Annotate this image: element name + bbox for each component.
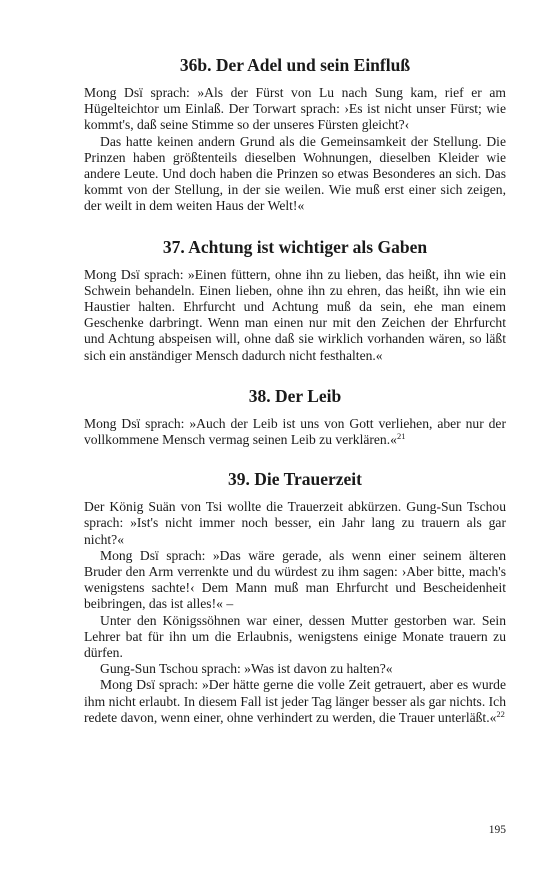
- section-36b: [84, 54, 506, 215]
- paragraph-text: Mong Dsï sprach: »Der hätte gerne die volle Zeit getrauert, aber es wurde ihm nicht erlaubt. In diesem Fall ist jeder Tag länger besser als gar nichts. Ich redete davon, wenn einer, ohne verhindert zu werden, die Trauer unterläßt.«: [84, 677, 506, 725]
- paragraph: Mong Dsï sprach: »Einen füttern, ohne ihn zu lieben, das heißt, ihn wie ein Schwein behandeln. Einen lieben, ohne ihn zu ehren, das heißt, ihn wie ein Haustier halten. Ehrfurcht und Achtung muß da sein, ehe man einem Geschenke darbringt. Wenn man einen nur mit den Zeichen der Ehrfurcht und Achtung abspeisen will, ohne daß sie wirklich vorhanden wären, so läßt sich ein anständiger Mensch dadurch nicht festhalten.«: [84, 266, 506, 363]
- paragraph: Der König Suän von Tsi wollte die Trauerzeit abkürzen. Gung-Sun Tschou sprach: »Ist's nicht immer noch besser, ein Jahr lang zu trauern als gar nicht?«: [84, 499, 506, 547]
- paragraph: Gung-Sun Tschou sprach: »Was ist davon zu halten?«: [100, 661, 393, 677]
- footnote-marker[interactable]: 21: [396, 431, 406, 442]
- section-38: [84, 385, 506, 448]
- section-heading: 38. Der Leib: [248, 385, 342, 406]
- paragraph: Mong Dsï sprach: »Das wäre gerade, als wenn einer seinem älteren Bruder den Arm verrenkte und du würdest zu ihm sagen: ›Aber bitte, mach's wenigstens sachte!‹ Dem Mann muß man Ehrfurcht und Bescheidenheit beibringen, das ist alles!« –: [84, 547, 506, 612]
- page-number: 195: [488, 824, 506, 836]
- paragraph-text: Mong Dsï sprach: »Auch der Leib ist uns von Gott verliehen, aber nur der vollkommene Mensch vermag seinen Leib zu verklären.«: [84, 415, 506, 448]
- section-37: [84, 236, 506, 364]
- section-39: [84, 468, 506, 726]
- paragraph: Mong Dsï sprach: »Als der Fürst von Lu nach Sung kam, rief er am Hügelteichtor um Einlaß. Der Torwart sprach: ›Es ist nicht unser Fürst; wie kommt's, daß seine Stimme so der unseres Fürsten gleicht?‹: [84, 85, 506, 133]
- page-body: [84, 54, 506, 747]
- paragraph: [84, 677, 506, 726]
- paragraph: [84, 416, 506, 448]
- footnote-marker[interactable]: 22: [496, 708, 505, 719]
- section-heading: 39. Die Trauerzeit: [228, 469, 362, 490]
- section-heading: 36b. Der Adel und sein Einfluß: [179, 55, 411, 75]
- section-heading: 37. Achtung ist wichtiger als Gaben: [162, 236, 428, 257]
- paragraph: Das hatte keinen andern Grund als die Gemeinsamkeit der Stellung. Die Prinzen haben größtenteils dieselben Wohnungen, dieselben Kleider wie andere Leute. Und doch haben die Prinzen so etwas Besonderes an sich. Das kommt von der Stellung, in der sie weilen. Wie muß erst einer sich zeigen, der weilt in dem weiten Haus der Welt!«: [84, 133, 506, 214]
- paragraph: Unter den Königssöhnen war einer, dessen Mutter gestorben war. Sein Lehrer bat für ihn um die Erlaubnis, wenigstens einige Monate trauern zu dürfen.: [84, 612, 506, 661]
